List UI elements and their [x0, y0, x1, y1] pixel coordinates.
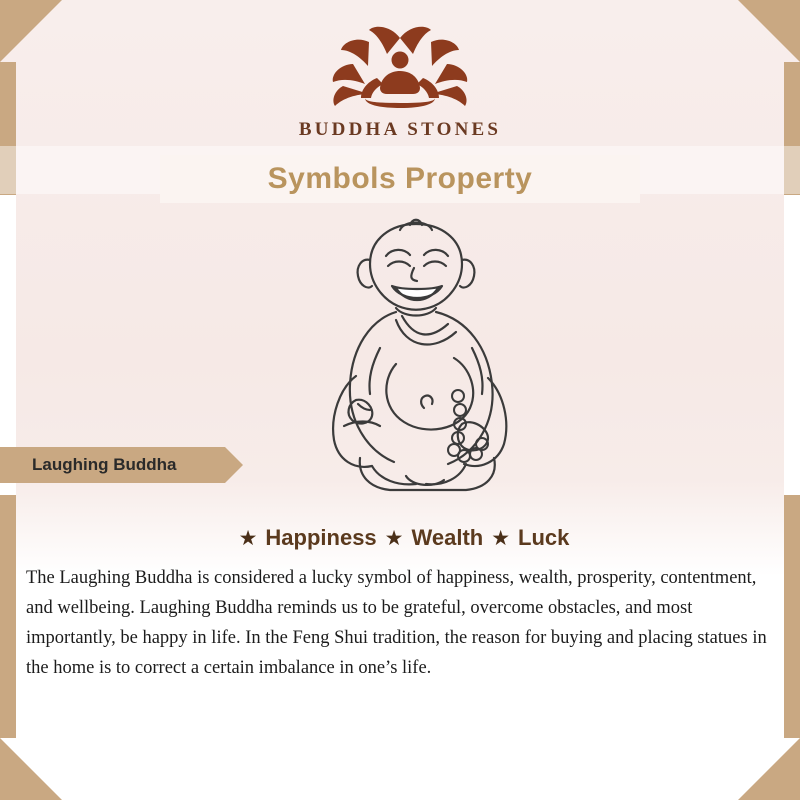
symbol-label: Laughing Buddha: [32, 455, 177, 474]
keyword-happiness: Happiness: [265, 525, 377, 550]
star-icon: ★: [491, 526, 511, 550]
keyword-list: [0, 525, 800, 551]
description-text: The Laughing Buddha is considered a lucky symbol of happiness, wealth, prosperity, contentment, and wellbeing. Laughing Buddha reminds us to be grateful, overcome obstacles, and most importantly, be happy in life. In the Feng Shui tradition, the reason for buying and placing statues in the home is to correct a certain imbalance in one’s life.: [26, 568, 767, 678]
brand-logo-area: [0, 0, 800, 141]
brand-name: BUDDHA STONES: [298, 119, 502, 140]
keyword-luck: Luck: [518, 525, 570, 550]
laughing-buddha-line-drawing: [220, 208, 580, 503]
page-title-band: [160, 155, 640, 203]
symbol-label-ribbon: [0, 447, 225, 483]
star-icon: ★: [384, 526, 404, 550]
keyword-wealth: Wealth: [411, 525, 484, 550]
corner-decoration-bottom-right: [738, 738, 800, 800]
star-icon: ★: [238, 526, 258, 550]
page-title: Symbols Property: [267, 162, 533, 195]
corner-decoration-bottom-left: [0, 738, 62, 800]
lotus-meditation-figure-icon: [325, 20, 475, 115]
